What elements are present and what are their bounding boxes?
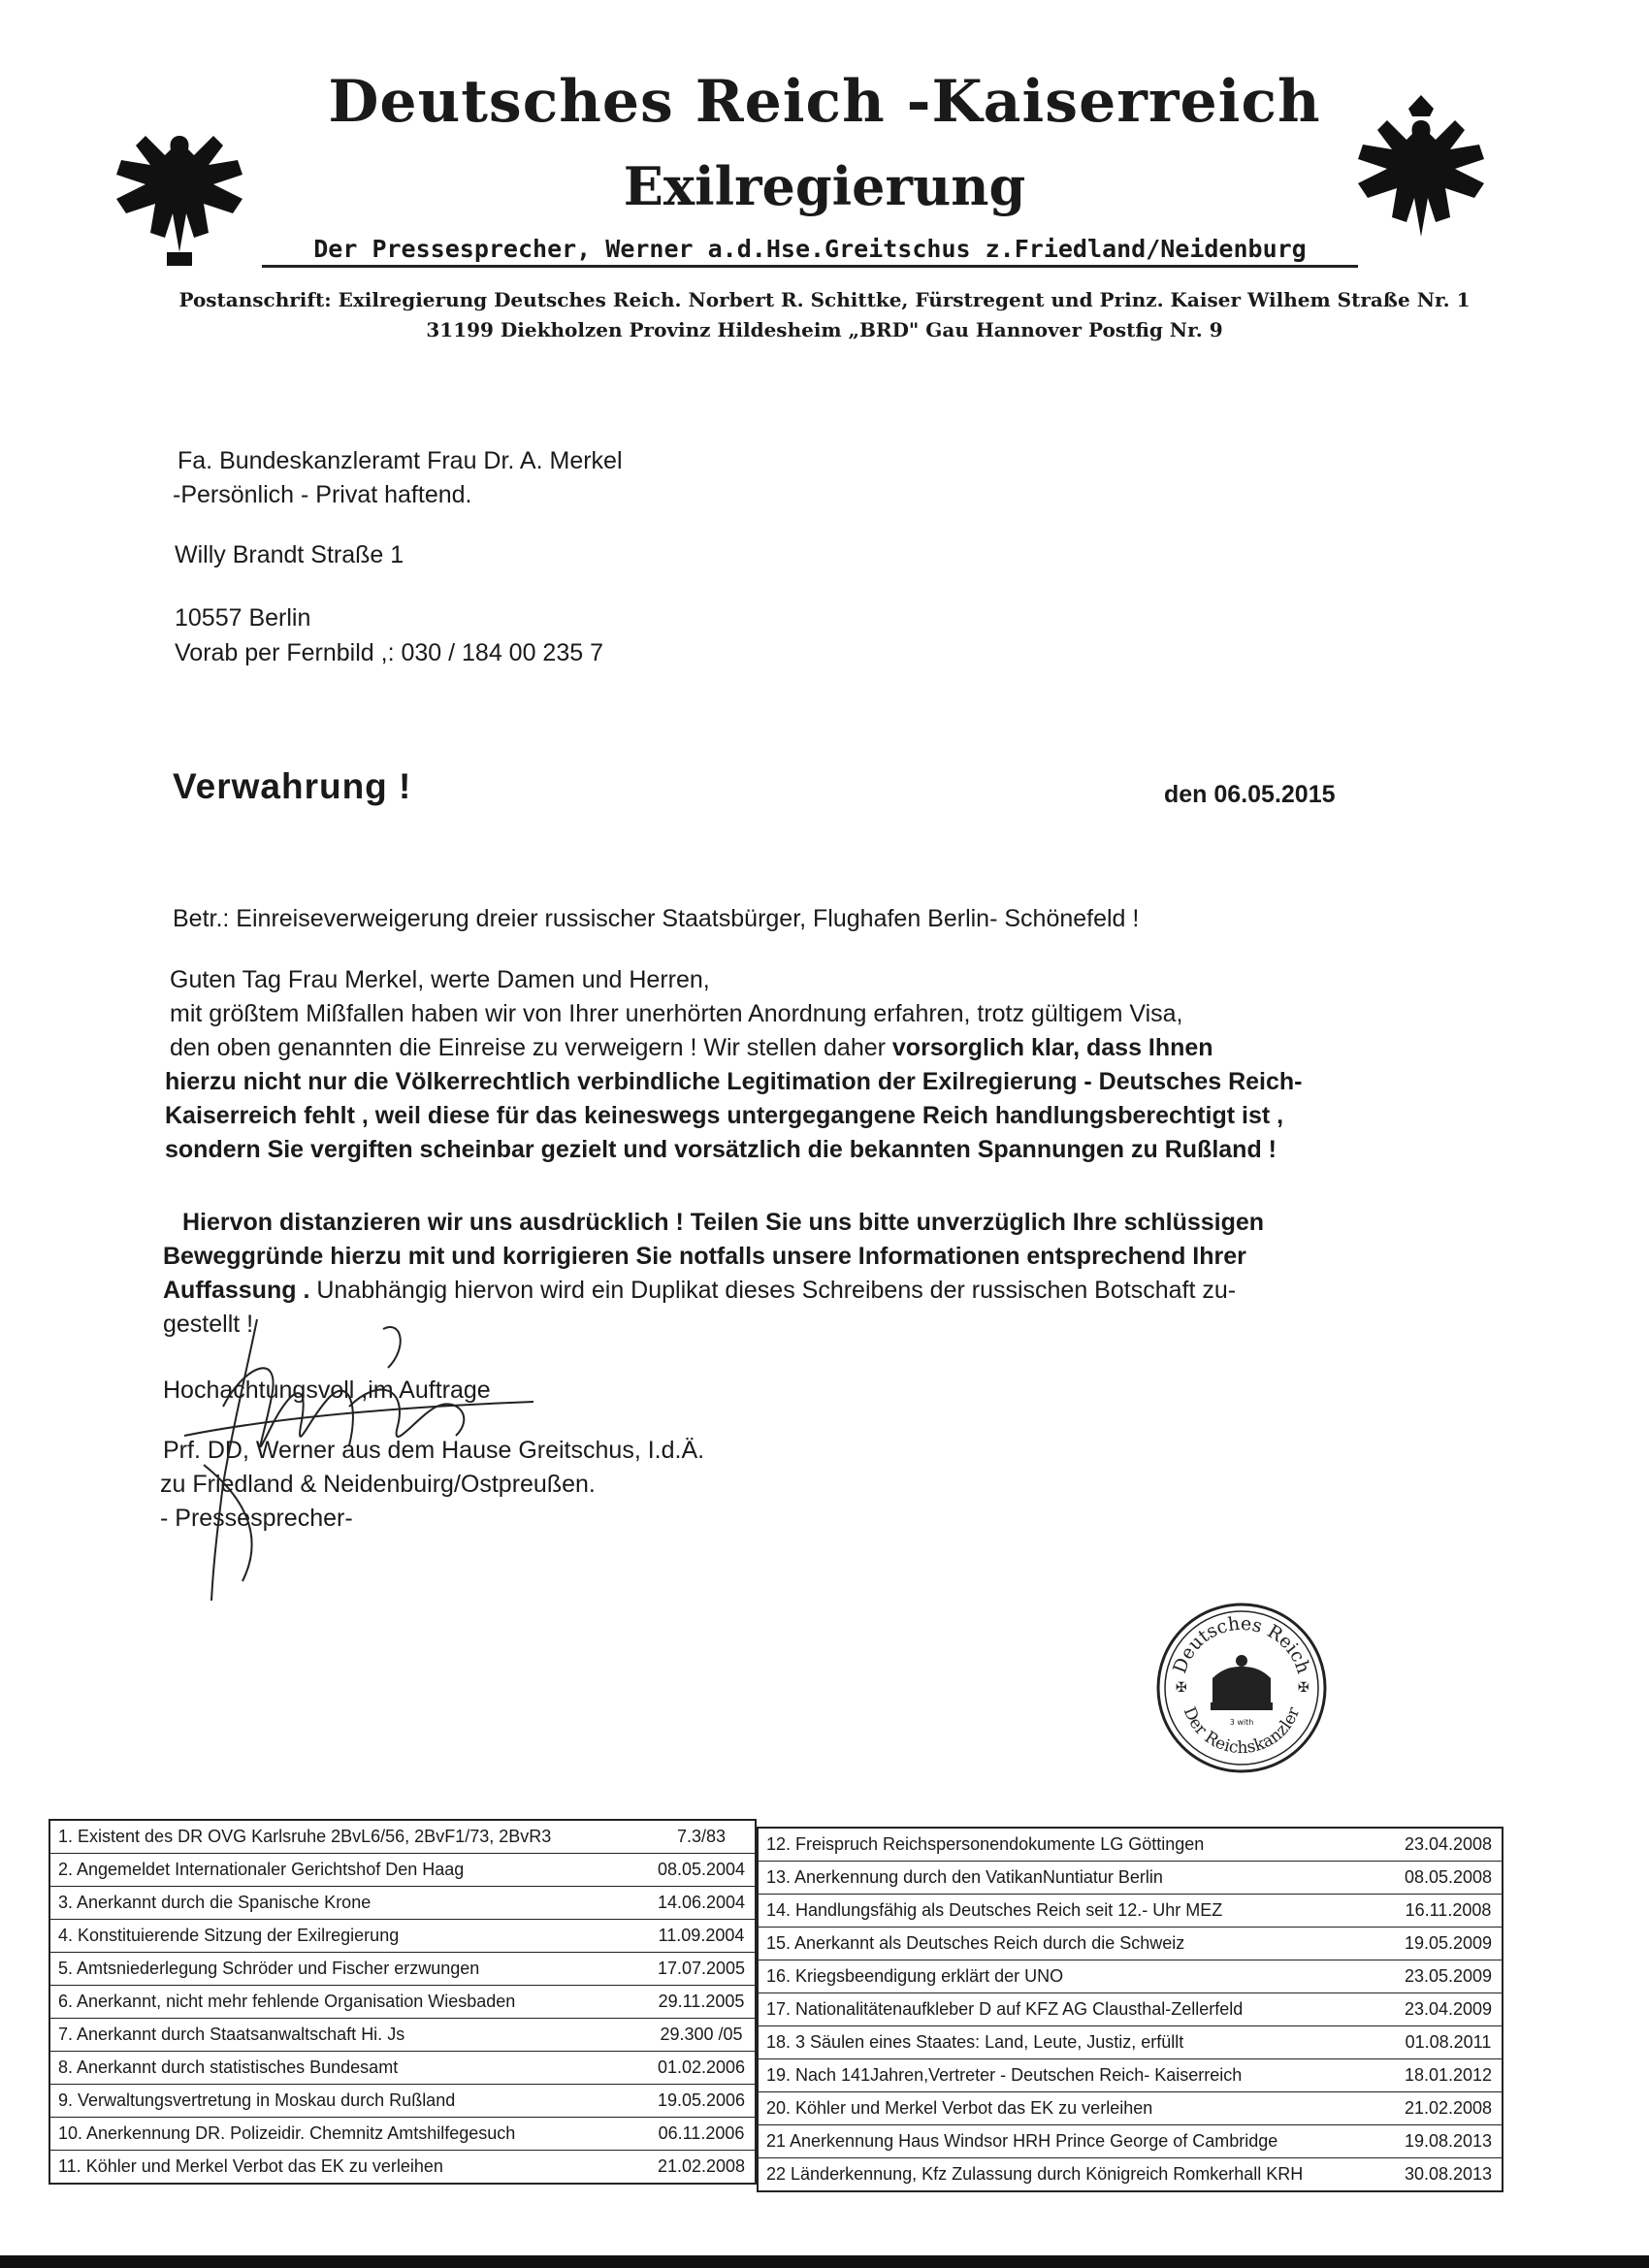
recipient-street: Willy Brandt Straße 1 — [175, 541, 404, 568]
milestone-date: 06.11.2006 — [658, 2123, 745, 2143]
paragraph-1-line-b-text: den oben genannten die Einreise zu verweigern ! Wir stellen daher — [170, 1034, 892, 1061]
letter-greeting: Guten Tag Frau Merkel, werte Damen und Herren, — [170, 966, 710, 993]
paragraph-2-line-c-bold: Auffassung . — [163, 1277, 310, 1304]
milestone-date: 16.11.2008 — [1405, 1900, 1492, 1920]
milestone-text: 18. 3 Säulen eines Staates: Land, Leute, Justiz, erfüllt — [766, 2032, 1184, 2052]
letterhead-title: Deutsches Reich -Kaiserreich — [328, 68, 1321, 136]
table-row — [50, 2085, 755, 2118]
milestone-text: 11. Köhler und Merkel Verbot das EK zu verleihen — [58, 2156, 443, 2176]
table-row — [759, 1829, 1502, 1862]
milestone-date: 23.04.2008 — [1404, 1834, 1493, 1854]
milestone-date: 01.02.2006 — [657, 2057, 746, 2077]
table-row — [50, 1887, 755, 1920]
postal-address-line-2: 31199 Diekholzen Provinz Hildesheim „BRD" Gau Hannover Postfig Nr. 9 — [426, 318, 1223, 341]
milestone-date: 29.11.2005 — [658, 1992, 745, 2011]
table-row — [759, 2026, 1502, 2059]
paragraph-1-line-d: Kaiserreich fehlt , weil diese für das keineswegs untergegangene Reich handlungsberechtigt ist , — [165, 1102, 1284, 1129]
table-row — [50, 1953, 755, 1986]
paragraph-1-line-b-bold: vorsorglich klar, dass Ihnen — [891, 1034, 1213, 1061]
svg-text:✠: ✠ — [1298, 1680, 1310, 1696]
milestone-date: 23.05.2009 — [1404, 1966, 1493, 1986]
milestone-text: 1. Existent des DR OVG Karlsruhe 2BvL6/56, 2BvF1/73, 2BvR3 — [58, 1827, 552, 1846]
svg-text:✠: ✠ — [1176, 1680, 1187, 1696]
milestone-date: 23.04.2009 — [1404, 1999, 1493, 2019]
milestone-text: 16. Kriegsbeendigung erklärt der UNO — [766, 1966, 1064, 1986]
letter-betreff: Betr.: Einreiseverweigerung dreier russischer Staatsbürger, Flughafen Berlin- Schönefeld ! — [173, 905, 1140, 932]
paragraph-2-line-d: gestellt ! — [163, 1311, 254, 1338]
signatory-place: zu Friedland & Neidenbuirg/Ostpreußen. — [160, 1471, 596, 1498]
milestone-text: 8. Anerkannt durch statistisches Bundesamt — [58, 2057, 399, 2077]
scan-edge — [0, 2255, 1649, 2268]
signatory-title: - Pressesprecher- — [160, 1505, 353, 1532]
milestone-date: 29.300 /05 — [660, 2025, 743, 2044]
table-row — [50, 2052, 755, 2085]
recipient-name: Fa. Bundeskanzleramt Frau Dr. A. Merkel — [178, 447, 623, 474]
milestone-text: 19. Nach 141Jahren,Vertreter - Deutschen Reich- Kaiserreich — [766, 2065, 1243, 2085]
milestone-text: 2. Angemeldet Internationaler Gerichtshof Den Haag — [58, 1860, 465, 1879]
milestone-date: 17.07.2005 — [657, 1959, 746, 1978]
table-row — [759, 1960, 1502, 1993]
paragraph-1-line-a: mit größtem Mißfallen haben wir von Ihrer unerhörten Anordnung erfahren, trotz gültigem Visa, — [170, 1000, 1183, 1027]
letter-subject: Verwahrung ! — [173, 766, 412, 806]
milestone-text: 6. Anerkannt, nicht mehr fehlende Organisation Wiesbaden — [58, 1992, 516, 2011]
table-row — [759, 2092, 1502, 2125]
milestone-date: 21.02.2008 — [1404, 2098, 1493, 2118]
table-row — [50, 1920, 755, 1953]
milestone-text: 15. Anerkannt als Deutsches Reich durch die Schweiz — [766, 1933, 1185, 1953]
milestone-date: 19.05.2006 — [657, 2090, 746, 2110]
table-row — [50, 1821, 755, 1854]
milestone-date: 08.05.2004 — [657, 1860, 746, 1879]
milestone-text: 4. Konstituierende Sitzung der Exilregierung — [58, 1926, 400, 1945]
paragraph-1-line-e: sondern Sie vergiften scheinbar gezielt und vorsätzlich die bekannten Spannungen zu Rußland ! — [165, 1136, 1277, 1163]
paragraph-1-line-b — [170, 1033, 1213, 1062]
table-row — [759, 2158, 1502, 2190]
milestone-text: 13. Anerkennung durch den VatikanNuntiatur Berlin — [766, 1867, 1163, 1887]
stamp-small-text: 3 with — [1229, 1718, 1254, 1727]
letterhead-subtitle: Exilregierung — [623, 155, 1026, 217]
milestone-text: 21 Anerkennung Haus Windsor HRH Prince George of Cambridge — [766, 2131, 1278, 2151]
milestone-date: 01.08.2011 — [1405, 2032, 1492, 2052]
letter-closing: Hochachtungsvoll ,im Auftrage — [163, 1377, 491, 1404]
table-row — [759, 1993, 1502, 2026]
milestone-text: 20. Köhler und Merkel Verbot das EK zu verleihen — [766, 2098, 1153, 2118]
table-row — [759, 2125, 1502, 2158]
milestone-text: 10. Anerkennung DR. Polizeidir. Chemnitz Amtshilfegesuch — [58, 2123, 516, 2143]
table-row — [50, 2151, 755, 2183]
milestone-text: 7. Anerkannt durch Staatsanwaltschaft Hi. Js — [58, 2025, 405, 2044]
press-spokesman-line: Der Pressesprecher, Werner a.d.Hse.Greitschus z.Friedland/Neidenburg — [262, 235, 1358, 268]
table-row — [50, 1854, 755, 1887]
milestone-text: 5. Amtsniederlegung Schröder und Fischer erzwungen — [58, 1959, 480, 1978]
paragraph-2-line-c-text: Unabhängig hiervon wird ein Duplikat dieses Schreibens der russischen Botschaft zu- — [309, 1277, 1237, 1304]
table-row — [759, 1862, 1502, 1895]
paragraph-1-line-c: hierzu nicht nur die Völkerrechtlich verbindliche Legitimation der Exilregierung - Deutsches Reich- — [165, 1068, 1303, 1095]
signatory-name: Prf. DD, Werner aus dem Hause Greitschus, I.d.Ä. — [163, 1437, 705, 1464]
table-row — [759, 2059, 1502, 2092]
stamp-top-text: Deutsches Reich — [1169, 1612, 1314, 1676]
recipient-city: 10557 Berlin — [175, 604, 311, 632]
table-row — [50, 1986, 755, 2019]
handwritten-signature — [165, 1310, 572, 1625]
letter-date: den 06.05.2015 — [1164, 781, 1336, 808]
milestone-text: 22 Länderkennung, Kfz Zulassung durch Königreich Romkerhall KRH — [766, 2164, 1304, 2184]
recipient-note: -Persönlich - Privat haftend. — [173, 481, 472, 508]
milestone-text: 17. Nationalitätenaufkleber D auf KFZ AG Clausthal-Zellerfeld — [766, 1999, 1244, 2019]
postal-address-line-1: Postanschrift: Exilregierung Deutsches Reich. Norbert R. Schittke, Fürstregent und Prinz. Kaiser Wilhem Straße Nr. 1 — [178, 288, 1471, 311]
milestone-text: 9. Verwaltungsvertretung in Moskau durch Rußland — [58, 2090, 456, 2110]
milestone-date: 19.05.2009 — [1404, 1933, 1493, 1953]
milestones-left-column — [48, 1819, 757, 2185]
table-row — [759, 1928, 1502, 1960]
paragraph-2-line-a: Hiervon distanzieren wir uns ausdrücklich ! Teilen Sie uns bitte unverzüglich Ihre schlüssigen — [182, 1209, 1265, 1236]
milestone-date: 08.05.2008 — [1404, 1867, 1493, 1887]
milestone-date: 30.08.2013 — [1404, 2164, 1493, 2184]
milestone-text: 12. Freispruch Reichspersonendokumente LG Göttingen — [766, 1834, 1205, 1854]
crown-icon — [1211, 1655, 1273, 1710]
table-row — [50, 2118, 755, 2151]
milestone-date: 11.09.2004 — [658, 1926, 745, 1945]
official-stamp — [1154, 1601, 1329, 1780]
milestones-right-column — [757, 1827, 1504, 2192]
milestone-text: 3. Anerkannt durch die Spanische Krone — [58, 1893, 372, 1912]
milestone-date: 7.3/83 — [676, 1827, 727, 1846]
milestone-date: 14.06.2004 — [657, 1893, 746, 1912]
milestones-table — [48, 1819, 1504, 2197]
stamp-bottom-text: Der Reichskanzler — [1179, 1703, 1305, 1759]
table-row — [759, 1895, 1502, 1928]
milestone-date: 18.01.2012 — [1404, 2065, 1493, 2085]
paragraph-2-line-b: Beweggründe hierzu mit und korrigieren Sie notfalls unsere Informationen entsprechend Ihrer — [163, 1243, 1246, 1270]
recipient-fax: Vorab per Fernbild ,: 030 / 184 00 235 7 — [175, 639, 603, 666]
milestone-date: 19.08.2013 — [1404, 2131, 1493, 2151]
milestone-date: 21.02.2008 — [657, 2156, 746, 2176]
milestone-text: 14. Handlungsfähig als Deutsches Reich seit 12.- Uhr MEZ — [766, 1900, 1223, 1920]
table-row — [50, 2019, 755, 2052]
paragraph-2-line-c — [163, 1276, 1236, 1305]
